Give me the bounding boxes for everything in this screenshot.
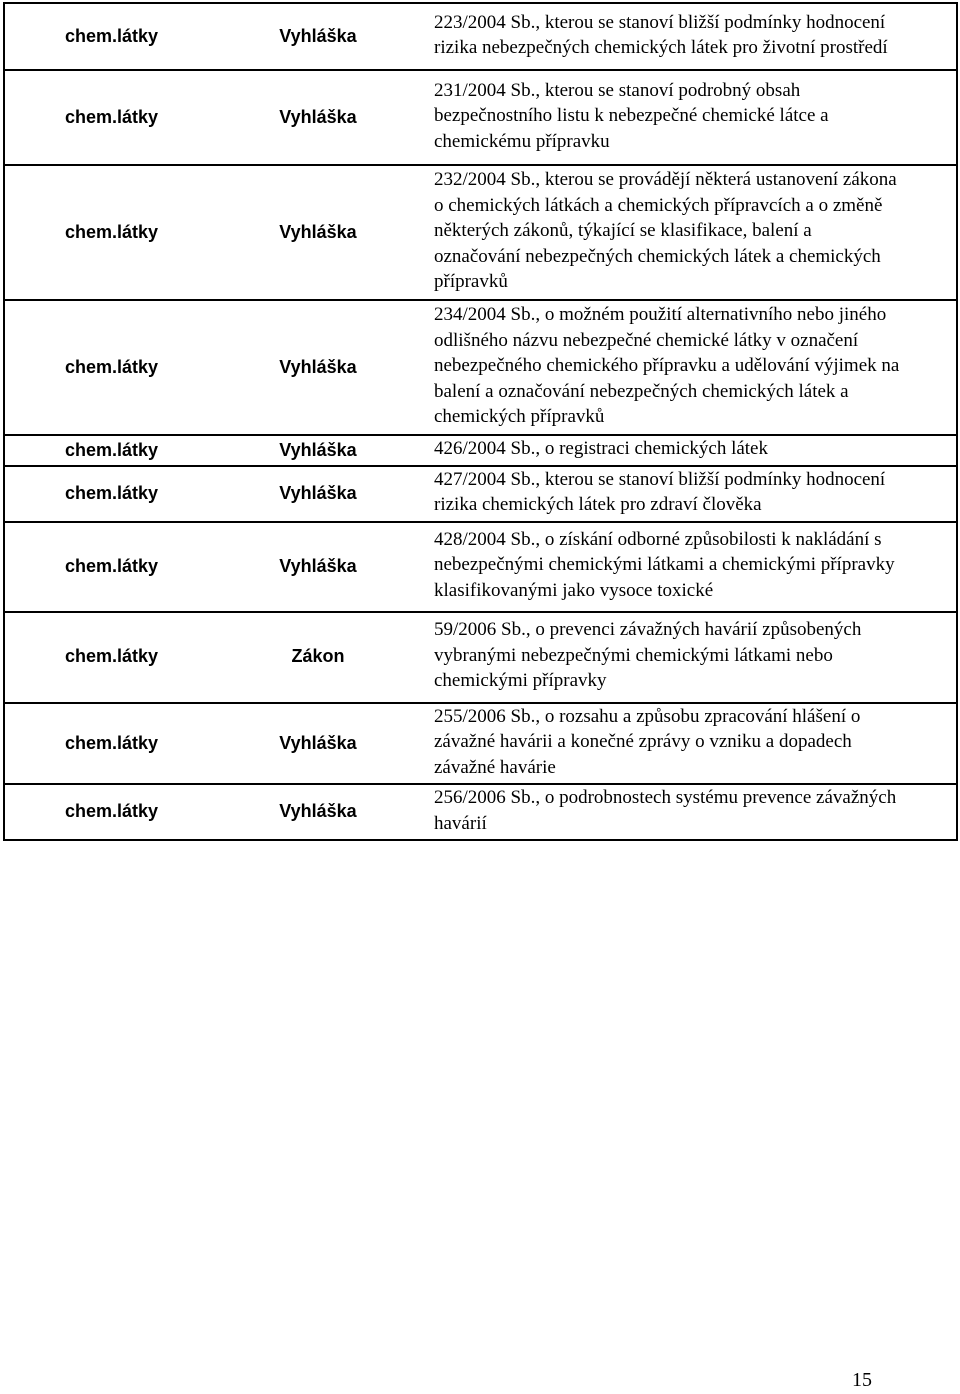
table-row (4, 784, 957, 840)
regulation-title-cell (432, 70, 957, 165)
regulation-title-line: 232/2004 Sb., kterou se provádějí některá ustanovení zákona (434, 169, 897, 191)
table-row (4, 612, 957, 703)
regulation-title-cell (432, 435, 957, 466)
regulation-title-line: přípravků (434, 271, 508, 293)
regulation-title-line: 234/2004 Sb., o možném použití alternativního nebo jiného (434, 304, 887, 326)
regulation-title-line: závažné havárie (434, 756, 556, 778)
regulation-title-line: nebezpečného chemického přípravku a udělování výjimek na (434, 355, 900, 377)
category-cell: chem.látky (4, 784, 204, 840)
document-type-cell: Vyhláška (204, 70, 432, 165)
category-cell: chem.látky (4, 612, 204, 703)
regulation-title-line: některých zákonů, týkající se klasifikace, balení a (434, 220, 812, 242)
regulation-title-cell (432, 300, 957, 435)
category-cell: chem.látky (4, 522, 204, 612)
regulation-title-line: 255/2006 Sb., o rozsahu a způsobu zpracování hlášení o (434, 705, 861, 727)
document-type-cell: Zákon (204, 612, 432, 703)
document-type-cell: Vyhláška (204, 165, 432, 300)
table-row (4, 300, 957, 435)
category-cell: chem.látky (4, 70, 204, 165)
regulation-title-line: závažné havárii a konečné zprávy o vzniku a dopadech (434, 731, 852, 752)
regulation-title-cell (432, 612, 957, 703)
table-row (4, 3, 957, 70)
regulation-title-cell (432, 3, 957, 70)
regulation-title-line: balení a označování nebezpečných chemických látek a (434, 380, 849, 402)
regulation-title-line: havárií (434, 812, 487, 834)
document-type-cell: Vyhláška (204, 522, 432, 612)
document-type-cell: Vyhláška (204, 3, 432, 70)
regulation-title-line: chemickému přípravku (434, 130, 610, 152)
regulation-title-line: 231/2004 Sb., kterou se stanoví podrobný obsah (434, 79, 801, 101)
document-type-cell: Vyhláška (204, 435, 432, 466)
regulation-title-line: 223/2004 Sb., kterou se stanoví bližší podmínky hodnocení (434, 11, 886, 33)
table-row (4, 70, 957, 165)
regulation-title-cell (432, 466, 957, 522)
document-type-cell: Vyhláška (204, 300, 432, 435)
regulation-title-line: 59/2006 Sb., o prevenci závažných havárií způsobených (434, 619, 862, 641)
regulation-title-line: chemických přípravků (434, 406, 605, 428)
regulation-title-line: 426/2004 Sb., o registraci chemických látek (434, 438, 768, 459)
document-type-cell: Vyhláška (204, 784, 432, 840)
category-cell: chem.látky (4, 300, 204, 435)
regulation-title-cell (432, 703, 957, 785)
regulation-title-line: 428/2004 Sb., o získání odborné způsobilosti k nakládání s (434, 528, 882, 550)
category-cell: chem.látky (4, 703, 204, 785)
category-cell: chem.látky (4, 165, 204, 300)
regulation-title-line: vybranými nebezpečnými chemickými látkami nebo (434, 644, 833, 666)
regulation-title-line: rizika nebezpečných chemických látek pro životní prostředí (434, 37, 888, 58)
regulation-title-line: 256/2006 Sb., o podrobnostech systému prevence závažných (434, 787, 897, 808)
table-row (4, 165, 957, 300)
regulation-title-line: rizika chemických látek pro zdraví člověka (434, 494, 762, 515)
regulation-title-line: chemickými přípravky (434, 670, 607, 692)
regulation-title-line: klasifikovanými jako vysoce toxické (434, 579, 714, 601)
page-number: 15 (852, 1369, 872, 1391)
table-row (4, 435, 957, 466)
category-cell: chem.látky (4, 466, 204, 522)
table-row (4, 703, 957, 785)
regulation-title-line: o chemických látkách a chemických přípravcích a o změně (434, 194, 883, 216)
category-cell: chem.látky (4, 435, 204, 466)
regulation-title-line: bezpečnostního listu k nebezpečné chemické látce a (434, 105, 829, 127)
regulation-title-cell (432, 522, 957, 612)
regulation-title-line: odlišného názvu nebezpečné chemické látky v označení (434, 329, 859, 351)
table-row (4, 466, 957, 522)
document-type-cell: Vyhláška (204, 466, 432, 522)
document-type-cell: Vyhláška (204, 703, 432, 785)
category-cell: chem.látky (4, 3, 204, 70)
regulation-title-line: nebezpečnými chemickými látkami a chemickými přípravky (434, 554, 895, 576)
legislation-table (3, 2, 958, 841)
table-row (4, 522, 957, 612)
regulation-title-line: označování nebezpečných chemických látek a chemických (434, 245, 881, 267)
regulation-title-line: 427/2004 Sb., kterou se stanoví bližší podmínky hodnocení (434, 468, 886, 490)
regulation-title-cell (432, 165, 957, 300)
regulation-title-cell (432, 784, 957, 840)
